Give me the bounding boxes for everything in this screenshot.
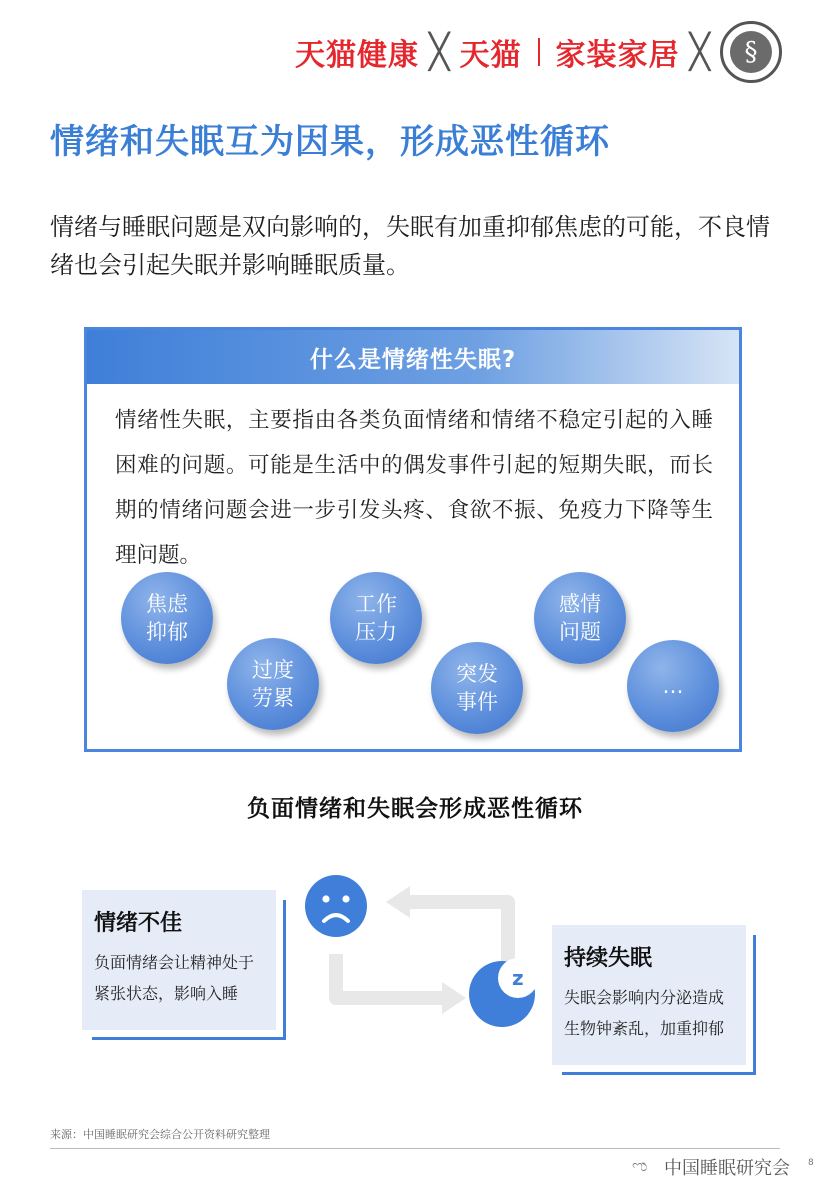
page-title: 情绪和失眠互为因果，形成恶性循环 [50,122,610,162]
header-logos [295,22,782,82]
footer-brand: 中国睡眠研究会 [664,1158,790,1179]
infobox-title: 什么是情绪性失眠? [309,346,517,373]
moon-z-letter: z [512,966,524,990]
source-note: 来源：中国睡眠研究会综合公开资料研究整理 [50,1128,270,1141]
home-furnishing-logo: 家装家居 [555,38,680,73]
wechat-icon: ಌ [632,1156,648,1175]
sleep-society-seal [720,21,782,83]
tmall-logo: 天猫 [459,38,522,73]
seal-emblem-icon: § [730,31,772,73]
intro-paragraph: 情绪与睡眠问题是双向影响的，失眠有加重抑郁焦虑的可能，不良情绪也会引起失眠并影响睡眠质量。 [50,213,770,279]
footer-divider [50,1148,780,1149]
arrow-insomnia-to-mood-icon [386,886,508,961]
card-insomnia-text: 失眠会影响内分泌造成生物钟紊乱，加重抑郁 [564,988,725,1038]
bubble-relationship: 感情 问题 [534,572,626,664]
card-insomnia-title: 持续失眠 [564,946,653,971]
collab-cross-icon-2: ╳ [689,32,710,72]
bubble-sudden-event: 突发 事件 [431,642,523,734]
sad-face-icon [305,875,367,937]
card-bad-mood-text: 负面情绪会让精神处于紧张状态，影响入睡 [94,953,255,1003]
card-bad-mood [82,890,276,1030]
bubble-overwork: 过度 劳累 [227,638,319,730]
infobox-header [87,330,739,384]
card-bad-mood-title: 情绪不佳 [94,911,183,936]
logo-divider [538,38,540,66]
card-persistent-insomnia [552,925,746,1065]
bubble-work-pressure: 工作 压力 [330,572,422,664]
collab-cross-icon: ╳ [429,32,450,72]
page-number: 8 [808,1158,814,1168]
cycle-diagram [296,866,546,1036]
bubble-more: … [627,640,719,732]
infobox-text: 情绪性失眠，主要指由各类负面情绪和情绪不稳定引起的入睡困难的问题。可能是生活中的偶发事件引起的短期失眠，而长期的情绪问题会进一步引发头疼、食欲不振、免疫力下降等生理问题。 [115,408,713,568]
bubble-anxiety-depression: 焦虑 抑郁 [121,572,213,664]
tmall-health-logo: 天猫健康 [295,38,420,73]
sleep-moon-icon [469,958,538,1027]
arrow-mood-to-insomnia-icon [336,954,466,1014]
cycle-title: 负面情绪和失眠会形成恶性循环 [247,796,583,822]
